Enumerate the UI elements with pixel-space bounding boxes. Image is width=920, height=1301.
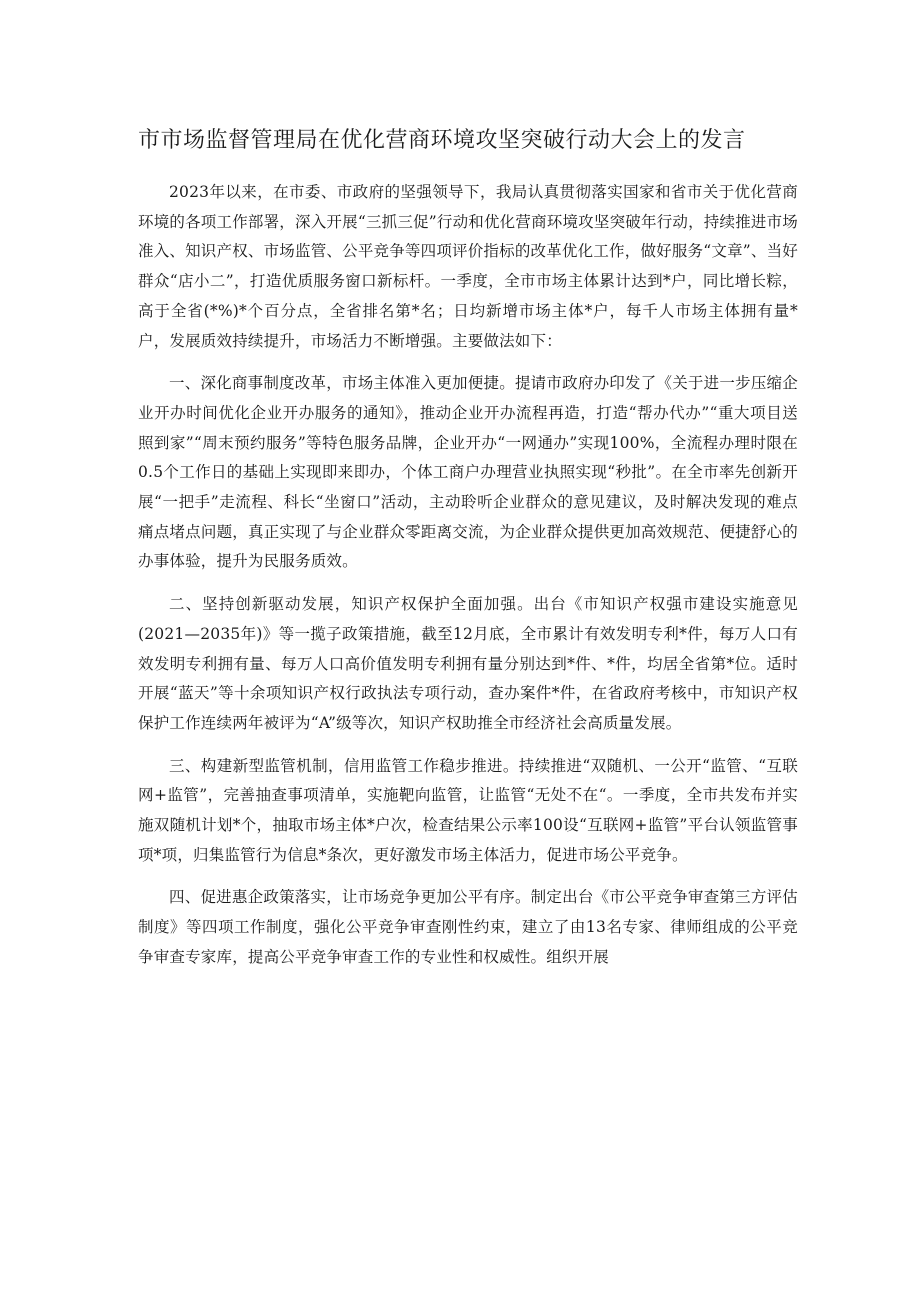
paragraph-section-3: 三、构建新型监管机制，信用监管工作稳步推进。持续推进“双随机、一公开“监管、“互联网+监管”，完善抽查事项清单，实施靶向监管，让监管“无处不在“。一季度，全市共发布并实施双随机计划*个，抽取市场主体*户次，检查结果公示率100设“互联网+监管”平台认领监管事项*项，归集监管行为信息*条次，更好激发市场主体活力，促进市场公平竞争。 [138, 756, 798, 864]
paragraph-intro: 2023年以来，在市委、市政府的坚强领导下，我局认真贯彻落实国家和省市关于优化营商环境的各项工作部署，深入开展“三抓三促”行动和优化营商环境攻坚突破年行动，持续推进市场准入、知识产权、市场监管、公平竞争等四项评价指标的改革优化工作，做好服务“文章”、当好群众“店小二”，打造优质服务窗口新标杆。一季度，全市市场主体累计达到*户，同比增长粽，高于全省(*%)*个百分点，全省排名第*名；日均新增市场主体*户，每千人市场主体拥有量*户，发展质效持续提升，市场活力不断增强。主要做法如下： [138, 183, 798, 350]
document-body [138, 178, 798, 986]
paragraph-section-4: 四、促进惠企政策落实，让市场竞争更加公平有序。制定出台《市公平竞争审查第三方评估制度》等四项工作制度，强化公平竞争审查刚性约束，建立了由13名专家、律师组成的公平竞争审查专家库，提高公平竞争审查工作的专业性和权威性。组织开展 [138, 888, 798, 966]
document-title: 市市场监督管理局在优化营商环境攻坚突破行动大会上的发言 [138, 128, 746, 153]
paragraph-section-1: 一、深化商事制度改革，市场主体准入更加便捷。提请市政府办印发了《关于进一步压缩企业开办时间优化企业开办服务的通知》，推动企业开办流程再造，打造“帮办代办”“重大项目送照到家”“周末预约服务”等特色服务品牌，企业开办“一网通办”实现100%，全流程办理时限在0.5个工作日的基础上实现即来即办，个体工商户办理营业执照实现“秒批”。在全市率先创新开展“一把手”走流程、科长“坐窗口”活动，主动聆听企业群众的意见建议，及时解决发现的难点痛点堵点问题，真正实现了与企业群众零距离交流，为企业群众提供更加高效规范、便捷舒心的办事体验，提升为民服务质效。 [138, 374, 798, 571]
paragraph-section-2: 二、坚持创新驱动发展，知识产权保护全面加强。出台《市知识产权强市建设实施意见(2021—2035年)》等一揽子政策措施，截至12月底，全市累计有效发明专利*件，每万人口有效发明专利拥有量、每万人口高价值发明专利拥有量分别达到*件、*件，均居全省第*位。适时开展“蓝天”等十余项知识产权行政执法专项行动，查办案件*件，在省政府考核中，市知识产权保护工作连续两年被评为“A”级等次，知识产权助推全市经济社会高质量发展。 [138, 595, 798, 732]
